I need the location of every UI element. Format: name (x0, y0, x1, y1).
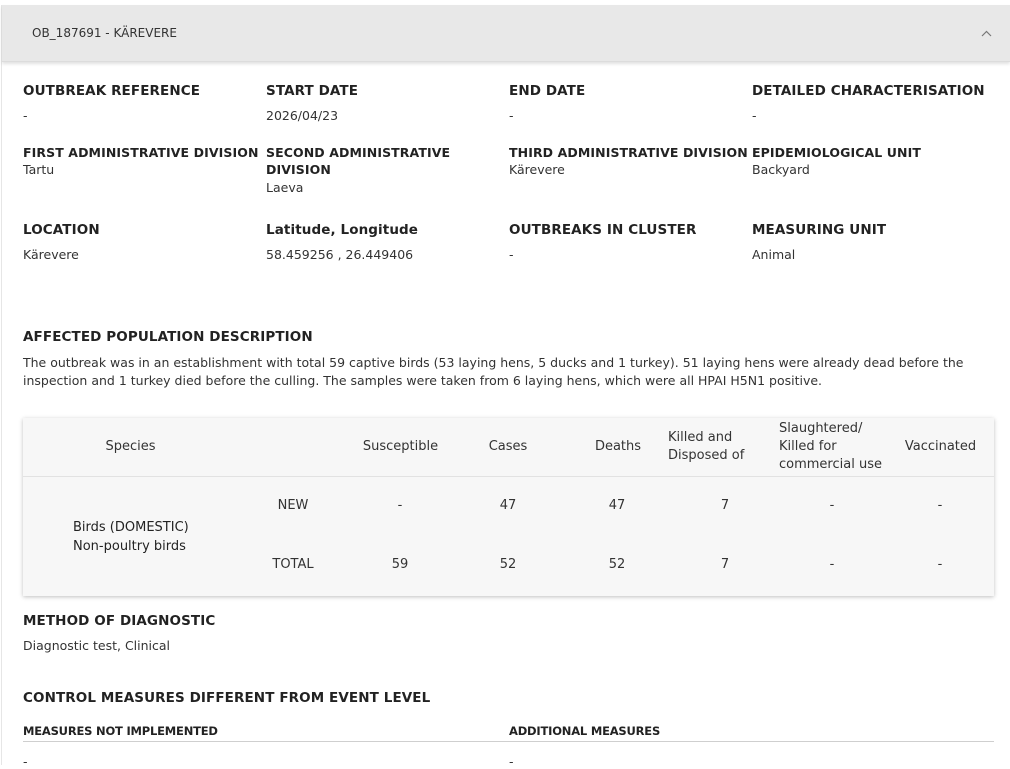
field-value: - (509, 108, 514, 123)
measuring-unit-field (752, 222, 987, 264)
row-type: NEW (277, 498, 309, 513)
field-value: 58.459256 , 26.449406 (266, 247, 414, 262)
field-value: - (752, 108, 757, 123)
outbreak-reference-field (23, 83, 258, 125)
additional-measures-value: - (509, 754, 514, 769)
field-label: FIRST ADMINISTRATIVE DIVISION (23, 145, 259, 160)
field-label: MEASURING UNIT (752, 222, 887, 238)
field-label: LOCATION (23, 222, 100, 238)
col-header-slaughtered: Slaughtered/ Killed for commercial use (779, 421, 882, 472)
field-label: Latitude, Longitude (266, 222, 419, 238)
cell-slaughtered: - (829, 498, 835, 513)
field-label: METHOD OF DIAGNOSTIC (23, 613, 216, 629)
measures-not-implemented-label: MEASURES NOT IMPLEMENTED (23, 724, 218, 738)
additional-measures-label: ADDITIONAL MEASURES (509, 724, 661, 738)
cell-deaths: 52 (608, 557, 626, 572)
divider (23, 741, 994, 742)
cell-vaccinated: - (937, 557, 943, 572)
cell-cases: 52 (499, 557, 517, 572)
cell-killed: 7 (720, 557, 730, 572)
field-label: OUTBREAK REFERENCE (23, 83, 201, 99)
cell-susceptible: 59 (391, 557, 409, 572)
cell-susceptible: - (397, 498, 403, 513)
epidemiological-unit-field (752, 144, 997, 179)
second-admin-division-field (266, 144, 491, 197)
cell-vaccinated: - (937, 498, 943, 513)
table-header-row (23, 418, 994, 477)
outbreaks-in-cluster-field (509, 222, 744, 264)
row-type: TOTAL (272, 557, 314, 572)
measures-not-implemented-value: - (23, 754, 28, 769)
field-value: Tartu (23, 162, 55, 177)
field-label: SECOND ADMINISTRATIVE DIVISION (266, 145, 451, 177)
detailed-characterisation-field (752, 83, 997, 125)
field-label: THIRD ADMINISTRATIVE DIVISION (509, 145, 748, 160)
third-admin-division-field (509, 144, 749, 179)
outbreak-panel-header[interactable] (2, 5, 1010, 62)
col-header-vaccinated: Vaccinated (904, 439, 977, 454)
field-label: START DATE (266, 83, 359, 99)
col-header-deaths: Deaths (594, 439, 642, 454)
affected-population-label: AFFECTED POPULATION DESCRIPTION (23, 329, 313, 345)
cell-slaughtered: - (829, 557, 835, 572)
col-header-cases: Cases (488, 439, 528, 454)
affected-population-text: The outbreak was in an establishment with total 59 captive birds (53 laying hens, 5 ducks and 1 turkey). 51 laying hens were already dead before the inspection and 1 turkey died before the culling. The samples were taken from 6 laying hens, which were all HPAI H5N1 positive. (23, 355, 964, 388)
control-measures-heading: CONTROL MEASURES DIFFERENT FROM EVENT LEVEL (23, 690, 431, 706)
chevron-up-icon[interactable] (980, 27, 992, 39)
field-label: OUTBREAKS IN CLUSTER (509, 222, 697, 238)
field-value: Kärevere (23, 247, 79, 262)
cell-cases: 47 (499, 498, 517, 513)
lat-long-field (266, 222, 501, 264)
species-line-1: Birds (DOMESTIC) (73, 520, 189, 535)
diagnostic-field (23, 613, 423, 655)
field-value: 2026/04/23 (266, 108, 339, 123)
field-label: END DATE (509, 83, 586, 99)
col-header-susceptible: Susceptible (362, 439, 439, 454)
col-header-species: Species (105, 439, 156, 454)
field-value: Animal (752, 247, 796, 262)
field-value: Laeva (266, 180, 304, 195)
field-label: EPIDEMIOLOGICAL UNIT (752, 145, 921, 160)
start-date-field (266, 83, 501, 125)
field-value: Kärevere (509, 162, 565, 177)
field-label: DETAILED CHARACTERISATION (752, 83, 985, 99)
end-date-field (509, 83, 744, 125)
species-line-2: Non-poultry birds (73, 539, 186, 554)
field-value: - (509, 247, 514, 262)
field-value: Diagnostic test, Clinical (23, 638, 171, 653)
cell-deaths: 47 (608, 498, 626, 513)
cell-killed: 7 (720, 498, 730, 513)
field-value: - (23, 108, 28, 123)
species-table (23, 418, 994, 596)
outbreak-panel (1, 5, 1010, 769)
col-header-killed: Killed and Disposed of (668, 430, 745, 463)
outbreak-title: OB_187691 - KÄREVERE (32, 26, 177, 40)
species-name (73, 518, 189, 556)
location-field (23, 222, 258, 264)
first-admin-division-field (23, 144, 263, 179)
field-value: Backyard (752, 162, 810, 177)
